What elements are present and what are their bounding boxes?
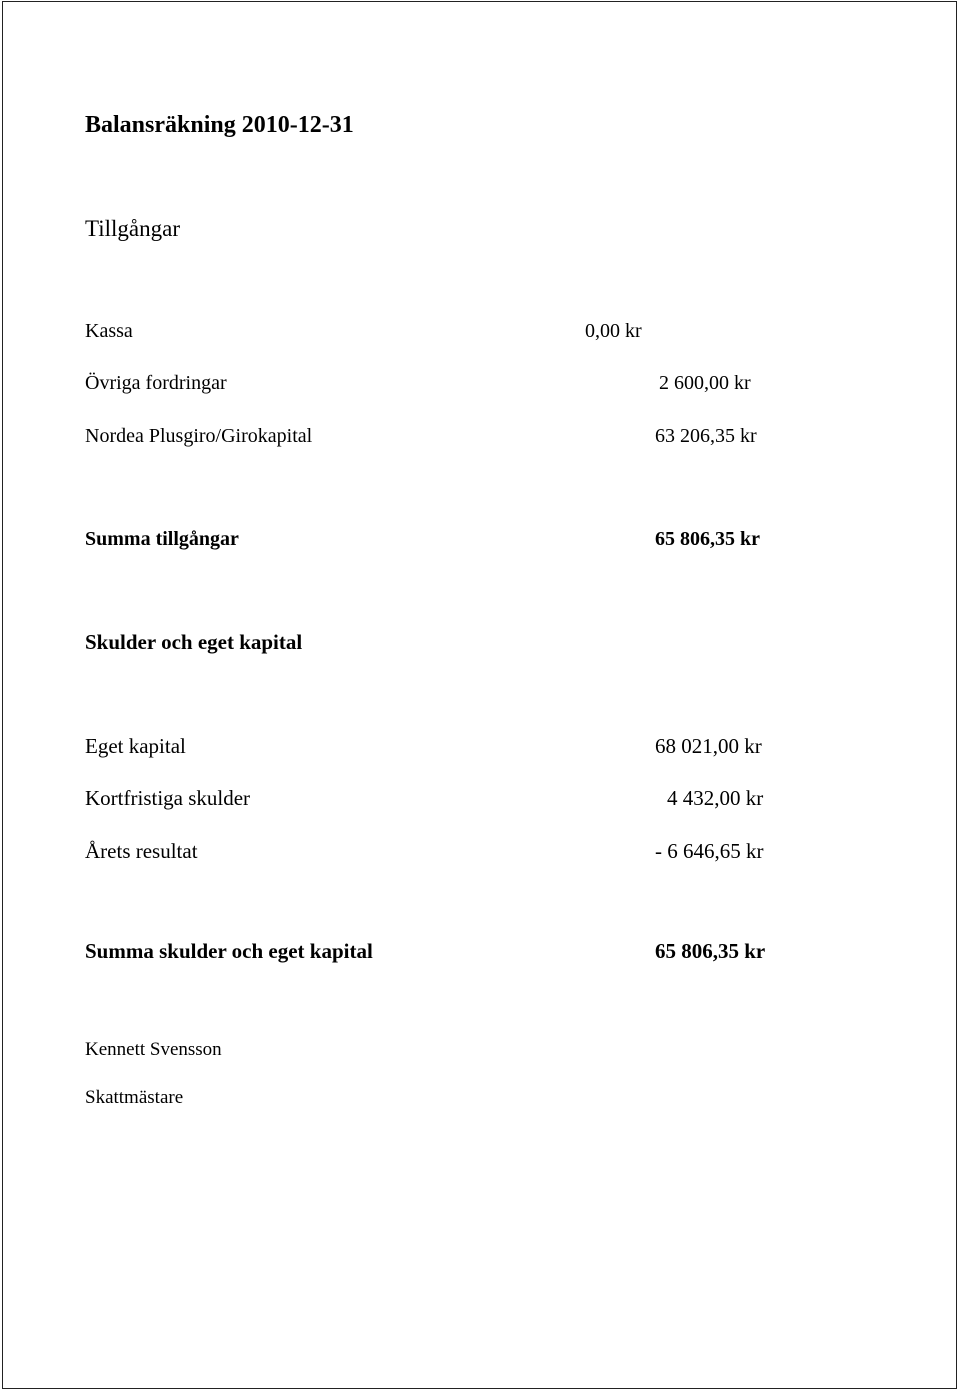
liabilities-total-amount: 65 806,35 kr [655,939,766,963]
document-title: Balansräkning 2010-12-31 [85,112,354,138]
document-page [2,1,957,1389]
asset-row-label: Övriga fordringar [85,372,227,394]
liabilities-total-label: Summa skulder och eget kapital [85,939,373,963]
liabilities-heading: Skulder och eget kapital [85,630,303,654]
assets-total-amount: 65 806,35 kr [655,528,760,550]
assets-total-label: Summa tillgångar [85,528,239,550]
liability-row-amount: 68 021,00 kr [655,734,762,758]
signature-role: Skattmästare [85,1087,184,1108]
liability-row-label: Kortfristiga skulder [85,786,251,810]
signature-name: Kennett Svensson [85,1039,222,1060]
liability-row-label: Eget kapital [85,734,186,758]
liability-row-amount: - 6 646,65 kr [655,839,764,863]
asset-row-amount: 63 206,35 kr [655,425,757,447]
asset-row-amount: 0,00 kr [585,320,642,342]
asset-row-label: Kassa [85,320,133,342]
assets-heading: Tillgångar [85,216,180,241]
asset-row-amount: 2 600,00 kr [659,372,751,394]
asset-row-label: Nordea Plusgiro/Girokapital [85,425,313,447]
liability-row-label: Årets resultat [85,839,198,863]
liability-row-amount: 4 432,00 kr [667,786,764,810]
